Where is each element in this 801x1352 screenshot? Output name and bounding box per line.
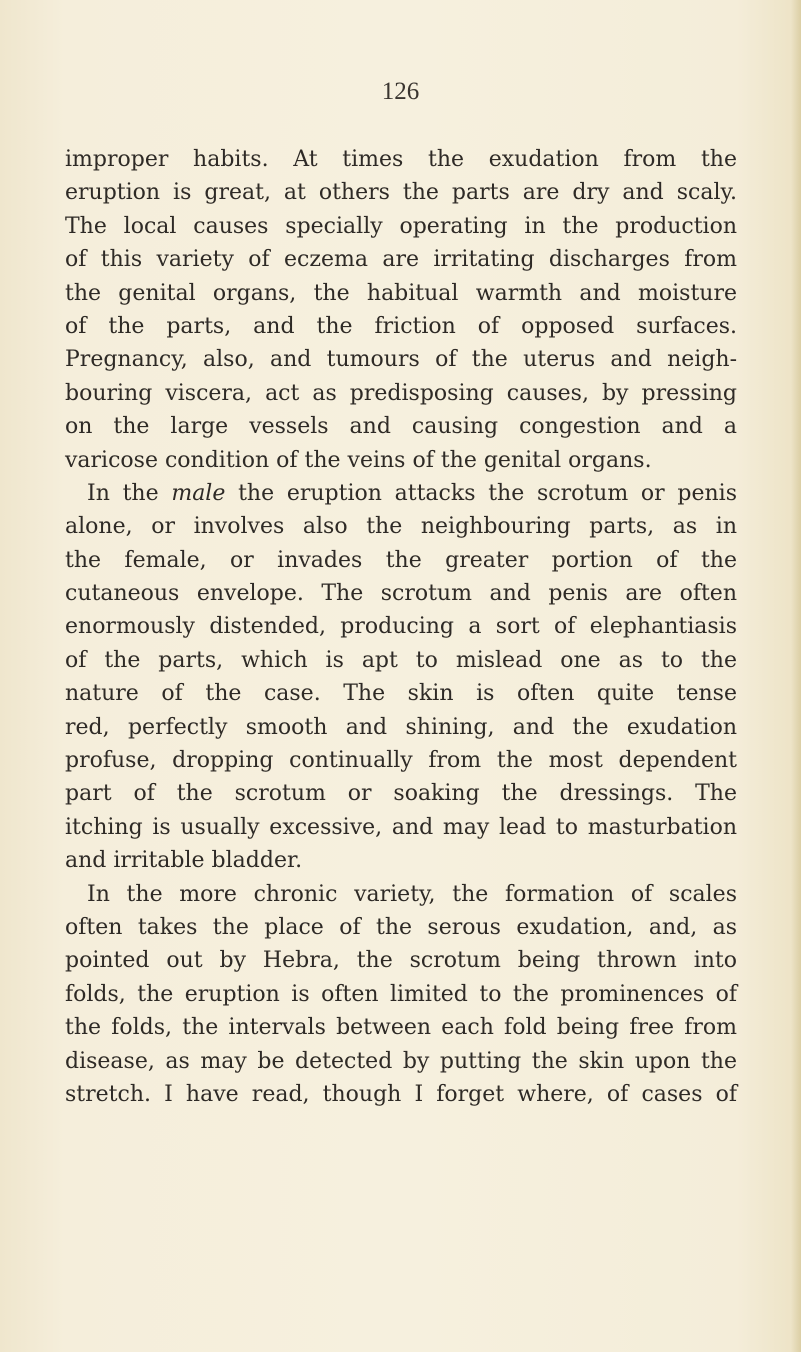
text-line: of the parts, and the friction of opposed surfaces.: [65, 313, 737, 339]
text-line: pointed out by Hebra, the scrotum being thrown into: [65, 948, 737, 974]
page-number: 126: [381, 78, 420, 105]
text-line: alone, or involves also the neighbouring parts, as in: [65, 514, 737, 540]
text-line: of this variety of eczema are irritating discharges from: [65, 247, 737, 273]
text-line: disease, as may be detected by putting the skin upon the: [65, 1048, 737, 1074]
text-line: and irritable bladder.: [65, 848, 303, 874]
text-line: Pregnancy, also, and tumours of the uterus and neigh-: [65, 347, 737, 373]
text-line: eruption is great, at others the parts are dry and scaly.: [65, 180, 737, 206]
text-line: stretch. I have read, though I forget where, of cases of: [65, 1081, 737, 1107]
text-line: part of the scrotum or soaking the dressings. The: [65, 781, 737, 807]
text-line: red, perfectly smooth and shining, and the exudation: [65, 714, 737, 740]
text-line: itching is usually excessive, and may lead to masturbation: [65, 814, 737, 840]
text-line: the genital organs, the habitual warmth and moisture: [65, 280, 737, 306]
text-line: varicose condition of the veins of the genital organs.: [65, 447, 652, 473]
text-line-paragraph-start: [65, 477, 737, 510]
text-line: enormously distended, producing a sort of elephantiasis: [65, 614, 737, 640]
text-line: nature of the case. The skin is often quite tense: [65, 681, 737, 707]
text-segment: the eruption attacks the scrotum or penis: [225, 480, 737, 506]
page-edge-shadow: [791, 0, 801, 1352]
text-line: the female, or invades the greater portion of the: [65, 547, 737, 573]
text-line: the folds, the intervals between each fold being free from: [65, 1015, 737, 1041]
text-line: bouring viscera, act as predisposing causes, by pressing: [65, 380, 737, 406]
text-line: on the large vessels and causing congestion and a: [65, 414, 737, 440]
text-line: improper habits. At times the exudation from the: [65, 147, 737, 172]
text-line: folds, the eruption is often limited to the prominences of: [65, 981, 737, 1007]
text-line-paragraph-start: In the more chronic variety, the formation of scales: [87, 881, 737, 907]
text-segment: In the: [87, 480, 172, 506]
text-line: The local causes specially operating in the production: [65, 213, 737, 239]
text-line: of the parts, which is apt to mislead one as to the: [65, 647, 737, 673]
text-line: often takes the place of the serous exudation, and, as: [65, 914, 737, 940]
body-text: [65, 143, 737, 1111]
italic-word: male: [171, 480, 226, 506]
text-line: profuse, dropping continually from the most dependent: [65, 748, 737, 774]
text-line: cutaneous envelope. The scrotum and penis are often: [65, 581, 737, 607]
